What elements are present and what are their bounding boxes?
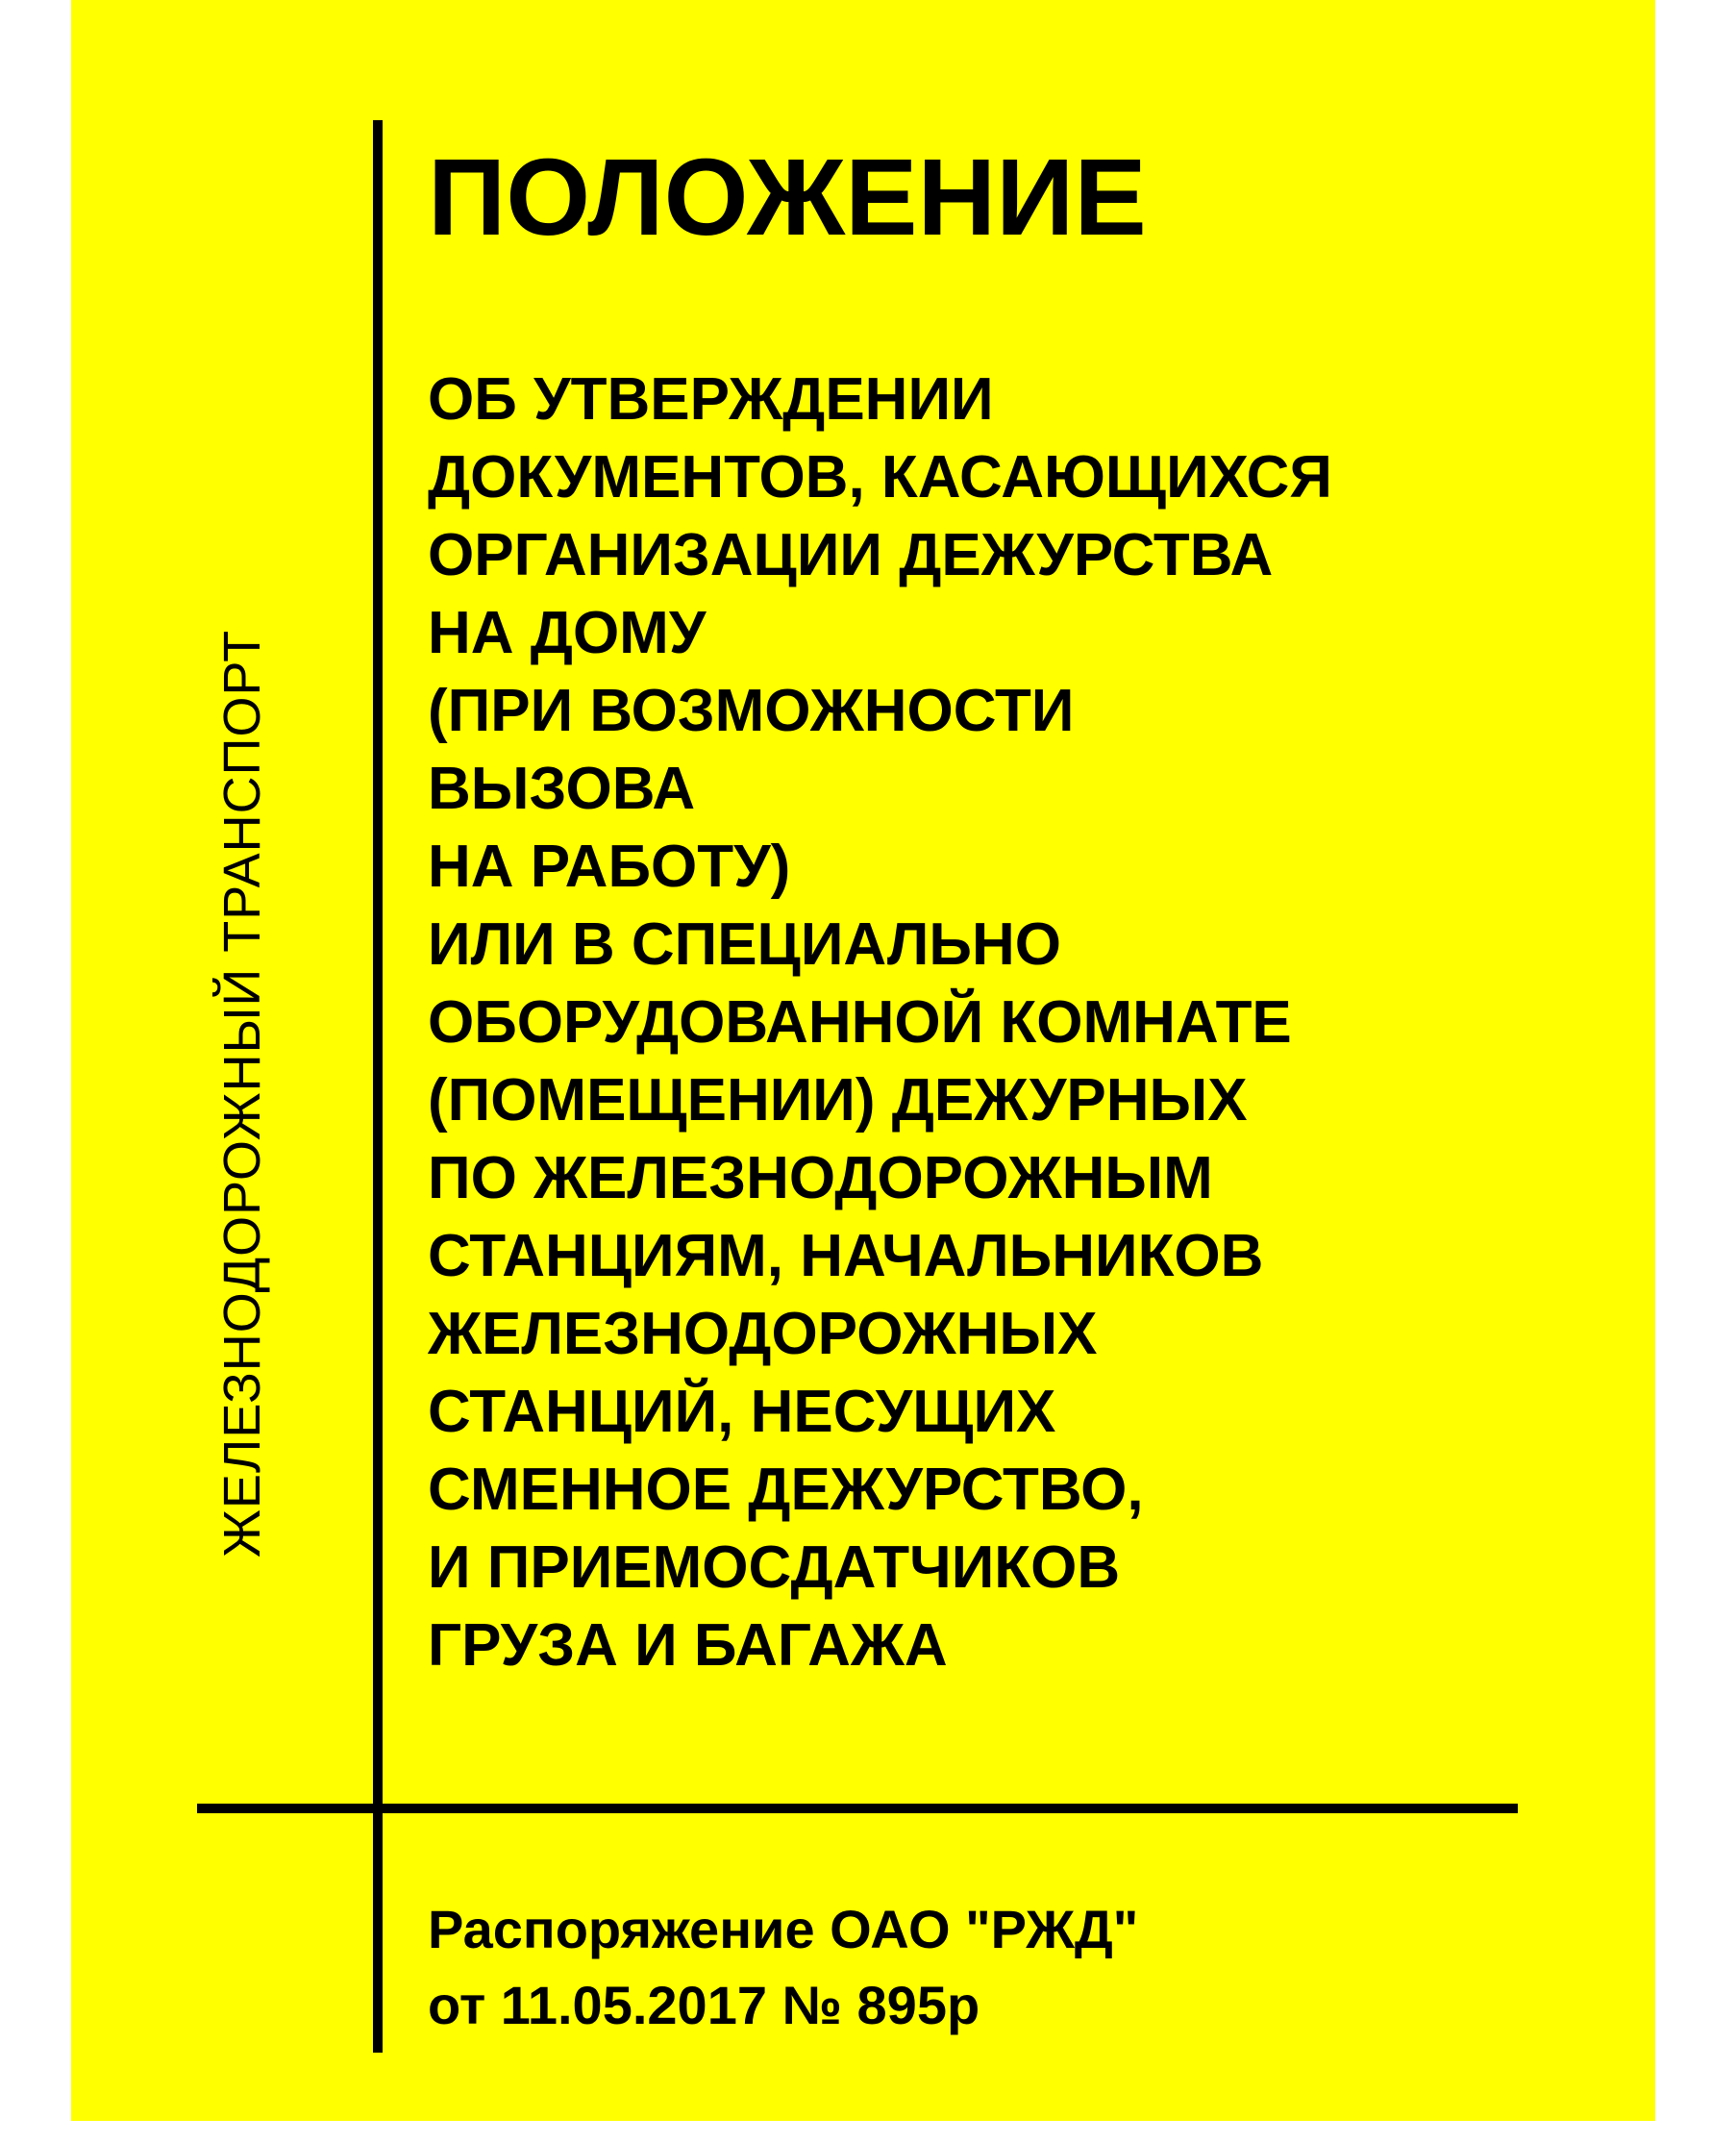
subtitle-line: ОРГАНИЗАЦИИ ДЕЖУРСТВА bbox=[428, 522, 1274, 588]
subtitle-line: ИЛИ В СПЕЦИАЛЬНО bbox=[428, 911, 1061, 978]
horizontal-divider-line bbox=[197, 1804, 1518, 1813]
subtitle-line: СТАНЦИЙ, НЕСУЩИХ bbox=[428, 1379, 1056, 1445]
subtitle-line: ЖЕЛЕЗНОДОРОЖНЫХ bbox=[428, 1301, 1098, 1367]
order-reference bbox=[428, 1891, 1138, 2043]
document-subtitle bbox=[428, 361, 1332, 1684]
subtitle-line: ОБ УТВЕРЖДЕНИИ bbox=[428, 366, 994, 433]
order-line: Распоряжение ОАО "РЖД" bbox=[428, 1899, 1139, 1959]
subtitle-line: ОБОРУДОВАННОЙ КОМНАТЕ bbox=[428, 989, 1292, 1056]
subtitle-line: ГРУЗА И БАГАЖА bbox=[428, 1612, 948, 1679]
order-line: от 11.05.2017 № 895р bbox=[428, 1975, 980, 2035]
subtitle-line: ПО ЖЕЛЕЗНОДОРОЖНЫМ bbox=[428, 1145, 1213, 1211]
subtitle-line: ВЫЗОВА bbox=[428, 756, 696, 822]
subtitle-line: (ПОМЕЩЕНИИ) ДЕЖУРНЫХ bbox=[428, 1067, 1248, 1134]
spine-label: ЖЕЛЕЗНОДОРОЖНЫЙ ТРАНСПОРТ bbox=[213, 629, 271, 1557]
subtitle-line: И ПРИЕМОСДАТЧИКОВ bbox=[428, 1534, 1121, 1601]
subtitle-line: НА ДОМУ bbox=[428, 600, 707, 666]
subtitle-line: НА РАБОТУ) bbox=[428, 834, 791, 900]
vertical-divider-line bbox=[373, 120, 383, 2053]
subtitle-line: (ПРИ ВОЗМОЖНОСТИ bbox=[428, 678, 1075, 744]
subtitle-line: ДОКУМЕНТОВ, КАСАЮЩИХСЯ bbox=[428, 444, 1332, 511]
subtitle-line: СМЕННОЕ ДЕЖУРСТВО, bbox=[428, 1457, 1144, 1523]
document-title: ПОЛОЖЕНИЕ bbox=[428, 137, 1147, 258]
subtitle-line: СТАНЦИЯМ, НАЧАЛЬНИКОВ bbox=[428, 1223, 1264, 1289]
